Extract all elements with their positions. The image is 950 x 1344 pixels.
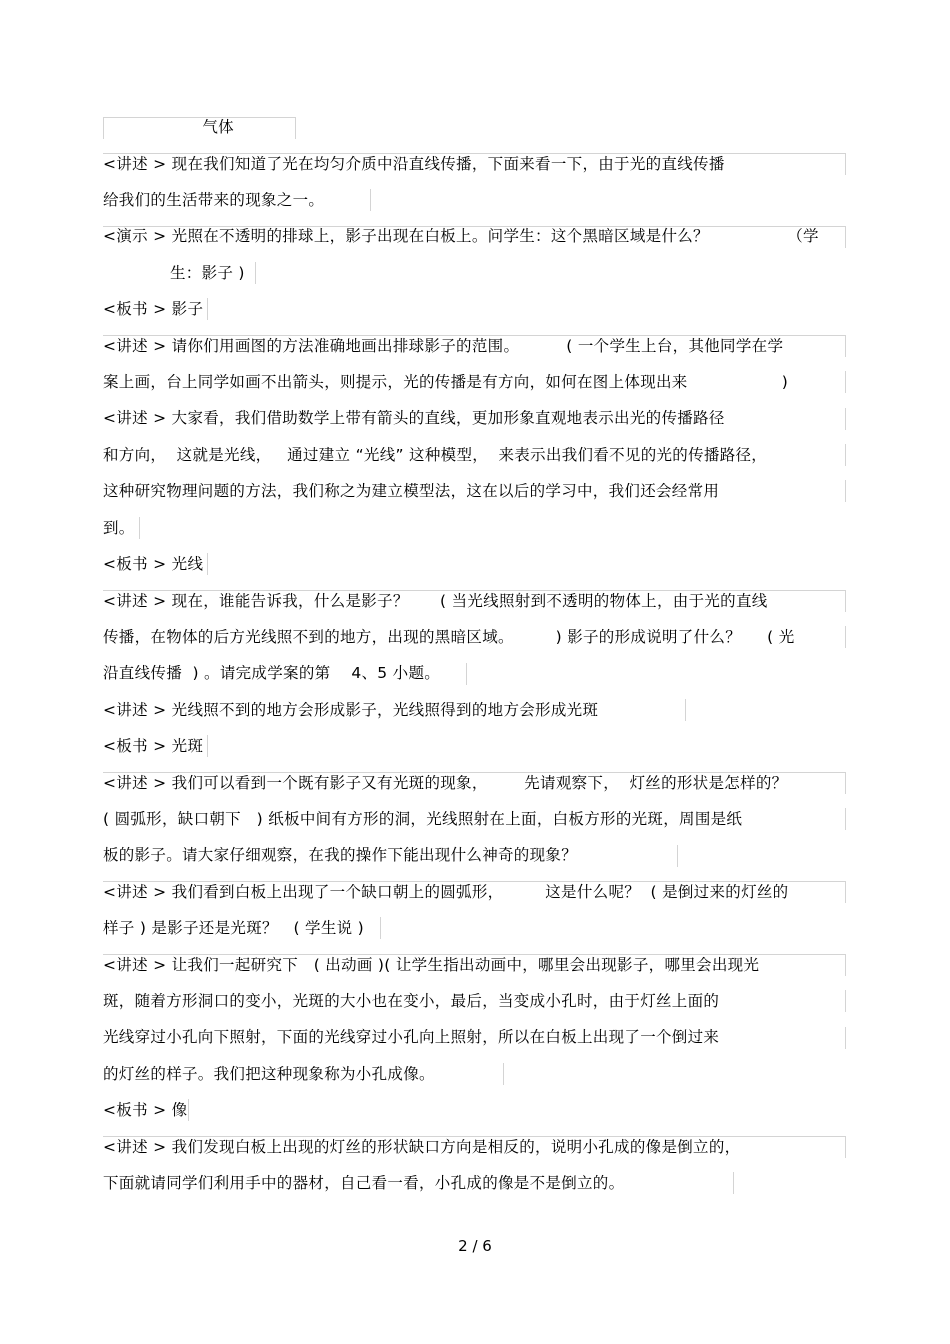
line-text: 大家看，我们借助数学上带有箭头的直线，更加形象直观地表示出光的传播路径 xyxy=(171,409,725,427)
line-text: 现在我们知道了光在均匀介质中沿直线传播，下面来看一下，由于光的直线传播 xyxy=(171,155,725,173)
text-line xyxy=(103,1095,187,1125)
line-tag: <讲述 > xyxy=(103,337,172,355)
cell-border xyxy=(380,917,381,939)
line-text: 沿直线传播 ) 。请完成学案的第 4、5 小题。 xyxy=(103,664,441,682)
text-line xyxy=(103,331,783,361)
line-text: 影子 xyxy=(171,300,204,318)
text-line xyxy=(103,294,203,324)
cell-border xyxy=(845,371,846,393)
text-line xyxy=(103,1059,435,1089)
line-tag: <板书 > xyxy=(103,300,172,318)
text-line xyxy=(103,149,725,179)
cell-border xyxy=(845,1027,846,1049)
line-tag: <演示 > xyxy=(103,227,172,245)
text-line xyxy=(103,1132,740,1162)
cell-border xyxy=(685,699,686,721)
cell-border xyxy=(845,444,846,466)
line-text: 让我们一起研究下 ( 出动画 )( 让学生指出动画中，哪里会出现影子，哪里会出现光 xyxy=(171,956,760,974)
line-text: 传播，在物体的后方光线照不到的地方，出现的黑暗区域。 ) 影子的形成说明了什么？ ( 光 xyxy=(103,628,795,646)
text-line xyxy=(103,1022,719,1052)
line-text: 给我们的生活带来的现象之一。 xyxy=(103,191,325,209)
cell-border xyxy=(207,298,208,320)
line-text: 这种研究物理问题的方法，我们称之为建立模型法，这在以后的学习中，我们还会经常用 xyxy=(103,482,720,500)
text-line xyxy=(103,658,440,688)
cell-border xyxy=(845,480,846,502)
cell-border xyxy=(295,117,296,139)
text-line xyxy=(103,622,795,652)
line-text: 到。 xyxy=(103,519,135,537)
line-text: 现在，谁能告诉我，什么是影子？ ( 当光线照射到不透明的物体上，由于光的直线 xyxy=(171,592,768,610)
cell-border xyxy=(370,189,371,211)
line-tag: <板书 > xyxy=(103,737,172,755)
page-number: 2 / 6 xyxy=(458,1237,492,1255)
text-line xyxy=(103,221,819,251)
line-text: 我们可以看到一个既有影子又有光斑的现象， 先请观察下， 灯丝的形状是怎样的？ xyxy=(171,774,788,792)
cell-border xyxy=(207,553,208,575)
text-line xyxy=(103,804,742,834)
text-line xyxy=(103,403,725,433)
line-text: 板的影子。请大家仔细观察，在我的操作下能出现什么神奇的现象？ xyxy=(103,846,578,864)
text-line xyxy=(103,513,135,543)
text-line xyxy=(103,840,577,870)
line-tag: <讲述 > xyxy=(103,592,172,610)
cell-border xyxy=(845,408,846,430)
line-text: 案上画，台上同学如画不出箭头，则提示，光的传播是有方向，如何在图上体现出来 ) xyxy=(103,373,789,391)
line-text: 光线照不到的地方会形成影子，光线照得到的地方会形成光斑 xyxy=(171,701,599,719)
text-line xyxy=(103,440,767,470)
text-line xyxy=(103,476,719,506)
text-line xyxy=(103,549,203,579)
cell-border xyxy=(207,735,208,757)
cell-border xyxy=(845,772,846,794)
cell-border xyxy=(845,990,846,1012)
cell-border xyxy=(845,590,846,612)
line-text: 的灯丝的样子。我们把这种现象称为小孔成像。 xyxy=(103,1065,435,1083)
line-tag: <板书 > xyxy=(103,1101,172,1119)
line-text: 生：影子 ) xyxy=(170,264,245,282)
cell-border xyxy=(845,626,846,648)
text-line xyxy=(170,258,245,288)
line-tag: <讲述 > xyxy=(103,1138,172,1156)
cell-border xyxy=(845,153,846,175)
line-text: 光照在不透明的排球上，影子出现在白板上。问学生：这个黑暗区域是什么？ （学 xyxy=(171,227,819,245)
text-line xyxy=(103,950,759,980)
cell-border xyxy=(255,262,256,284)
text-line xyxy=(103,185,324,215)
line-text: 光线穿过小孔向下照射，下面的光线穿过小孔向上照射，所以在白板上出现了一个倒过来 xyxy=(103,1028,720,1046)
text-line xyxy=(103,367,788,397)
line-text: 光线 xyxy=(171,555,204,573)
text-line xyxy=(103,695,598,725)
line-tag: <讲述 > xyxy=(103,409,172,427)
cell-border xyxy=(845,954,846,976)
cell-border xyxy=(466,663,467,685)
line-text: 我们发现白板上出现的灯丝的形状缺口方向是相反的，说明小孔成的像是倒立的， xyxy=(171,1138,741,1156)
text-line xyxy=(103,731,203,761)
line-text: 斑，随着方形洞口的变小，光斑的大小也在变小，最后，当变成小孔时，由于灯丝上面的 xyxy=(103,992,720,1010)
line-tag: <板书 > xyxy=(103,555,172,573)
line-tag: <讲述 > xyxy=(103,774,172,792)
cell-border xyxy=(845,226,846,248)
text-line xyxy=(103,913,364,943)
cell-border xyxy=(845,1136,846,1158)
cell-border xyxy=(139,517,140,539)
cell-border xyxy=(845,335,846,357)
line-tag: <讲述 > xyxy=(103,155,172,173)
line-text: 我们看到白板上出现了一个缺口朝上的圆弧形， 这是什么呢？ ( 是倒过来的灯丝的 xyxy=(171,883,789,901)
line-text: 请你们用画图的方法准确地画出排球影子的范围。 ( 一个学生上台，其他同学在学 xyxy=(171,337,784,355)
line-text: 像 xyxy=(171,1101,188,1119)
cell-border xyxy=(503,1063,504,1085)
cell-border xyxy=(845,881,846,903)
line-text: 气体 xyxy=(103,118,234,136)
cell-border xyxy=(845,808,846,830)
line-text: ( 圆弧形，缺口朝下 ) 纸板中间有方形的洞，光线照射在上面，白板方形的光斑，周围是纸 xyxy=(103,810,743,828)
line-text: 光斑 xyxy=(171,737,204,755)
line-tag: <讲述 > xyxy=(103,956,172,974)
text-line xyxy=(103,112,234,142)
text-line xyxy=(103,986,719,1016)
text-line xyxy=(103,877,789,907)
line-text: 和方向， 这就是光线， 通过建立 “光线” 这种模型， 来表示出我们看不见的光的传播路径， xyxy=(103,446,768,464)
line-tag: <讲述 > xyxy=(103,883,172,901)
cell-border xyxy=(733,1172,734,1194)
line-tag: <讲述 > xyxy=(103,701,172,719)
cell-border xyxy=(188,1099,189,1121)
text-line xyxy=(103,1168,624,1198)
text-line xyxy=(103,768,788,798)
line-text: 下面就请同学们利用手中的器材，自己看一看，小孔成的像是不是倒立的。 xyxy=(103,1174,625,1192)
cell-border xyxy=(677,845,678,867)
text-line xyxy=(103,586,768,616)
line-text: 样子 ) 是影子还是光斑？ ( 学生说 ) xyxy=(103,919,365,937)
